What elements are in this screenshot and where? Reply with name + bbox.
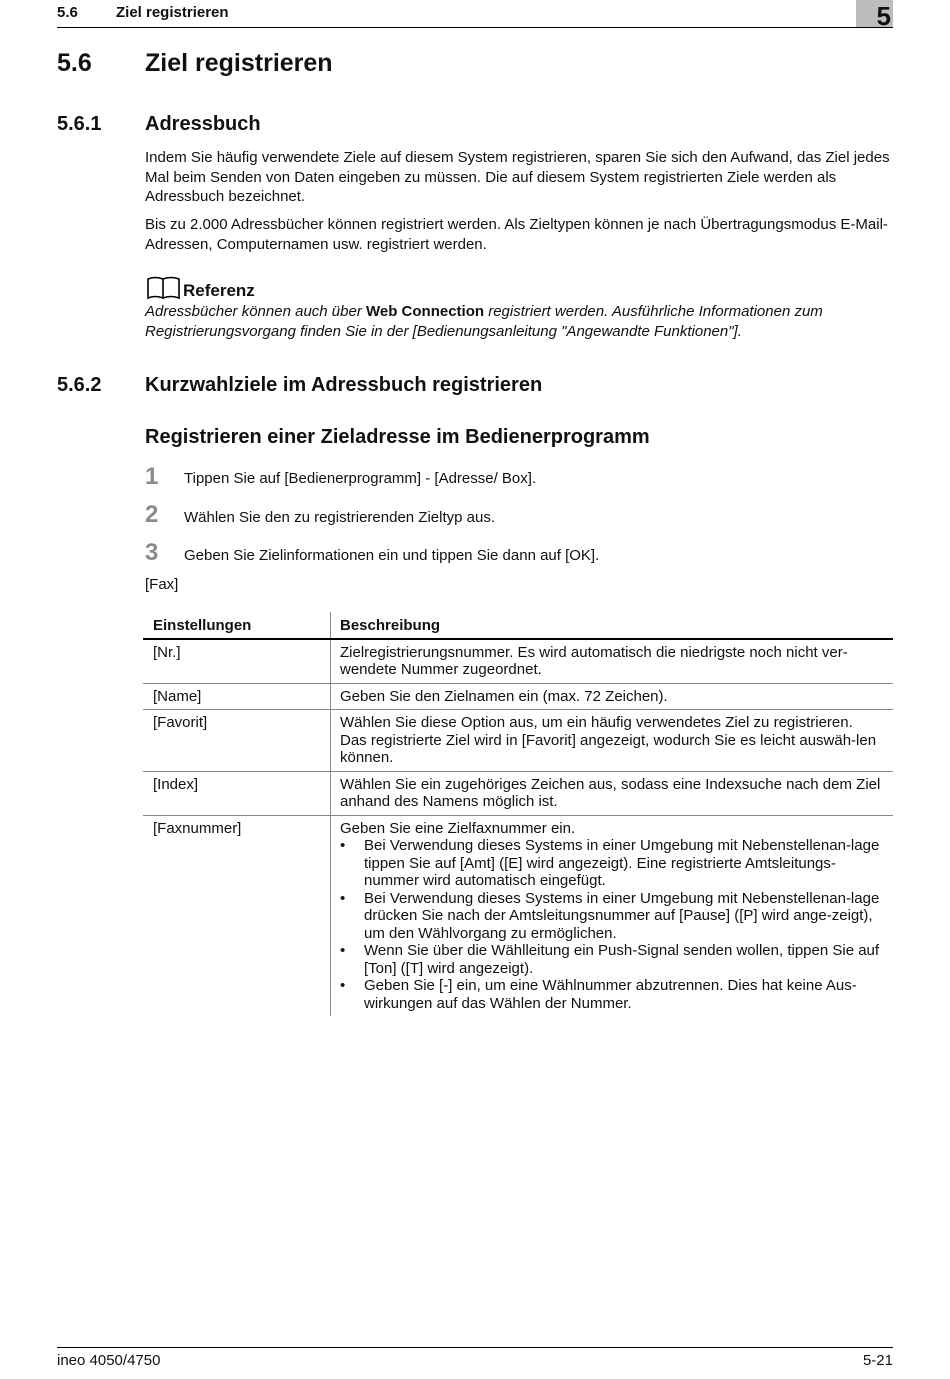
description-intro: Geben Sie eine Zielfaxnummer ein. bbox=[340, 819, 576, 837]
chapter-number: 5 bbox=[876, 1, 891, 31]
description-cell: Zielregistrierungsnummer. Es wird automatisch die niedrigste noch nicht ver-wendete Nummer zugeordnet. bbox=[340, 643, 848, 678]
step-text: Geben Sie Zielinformationen ein und tippen Sie dann auf [OK]. bbox=[184, 547, 600, 564]
reference-text-b: registriert werden. Ausführliche Informationen zum Registrierungsvorgang finden Sie in der [Bedienungsanleitung "Angewandte Funktionen"]. bbox=[145, 303, 823, 340]
section-number: 5.6 bbox=[57, 49, 92, 77]
table-row bbox=[143, 640, 893, 684]
bullet-list bbox=[340, 837, 881, 1012]
table-row bbox=[143, 684, 893, 711]
subsection-title: Adressbuch bbox=[145, 113, 261, 135]
fax-label: [Fax] bbox=[145, 576, 179, 593]
setting-cell: [Faxnummer] bbox=[153, 819, 242, 837]
description-cell: Wählen Sie diese Option aus, um ein häufig verwendetes Ziel zu registrieren. Das registrierte Ziel wird in [Favorit] angezeigt, wodurch Sie es leicht auswäh-len können. bbox=[340, 714, 877, 766]
header-rule bbox=[57, 27, 893, 28]
description-cell: Geben Sie den Zielnamen ein (max. 72 Zeichen). bbox=[340, 687, 668, 705]
bullet-item: • Wenn Sie über die Wählleitung ein Push-Signal senden wollen, tippen Sie auf [Ton] ([T] wird angezeigt). bbox=[340, 942, 881, 977]
setting-cell: [Favorit] bbox=[153, 714, 208, 731]
description-cell bbox=[340, 816, 893, 1017]
section-title: Ziel registrieren bbox=[145, 49, 333, 77]
book-icon bbox=[146, 276, 182, 300]
subsection-number-2: 5.6.2 bbox=[57, 374, 102, 396]
step-number: 1 bbox=[145, 463, 159, 490]
table-header-description: Beschreibung bbox=[340, 617, 441, 634]
chapter-tab bbox=[856, 0, 893, 31]
reference-text-a: Adressbücher können auch über bbox=[145, 303, 366, 320]
header-section-number: 5.6 bbox=[57, 4, 78, 21]
web-connection-term: Web Connection bbox=[365, 303, 485, 320]
subsection-number: 5.6.1 bbox=[57, 113, 102, 135]
step-number: 3 bbox=[145, 539, 159, 566]
bullet-item: • Geben Sie [-] ein, um eine Wählnummer abzutrennen. Dies hat keine Aus-wirkungen auf das Wählen der Nummer. bbox=[340, 977, 881, 1012]
bullet-item: • Bei Verwendung dieses Systems in einer Umgebung mit Nebenstellenan-lage tippen Sie auf [Amt] ([E] wird angezeigt). Eine registrierte Amtsleitungs-nummer wird automatisch eingefügt. bbox=[340, 837, 881, 890]
footer-page-number: 5-21 bbox=[862, 1352, 893, 1369]
paragraph-capacity: Bis zu 2.000 Adressbücher können registriert werden. Als Zieltypen können je nach Übertragungsmodus E-Mail-Adressen, Computernamen usw. registriert werden. bbox=[145, 216, 888, 253]
subsection-title-2: Kurzwahlziele im Adressbuch registrieren bbox=[145, 374, 543, 396]
reference-text bbox=[145, 302, 890, 341]
header-section-title: Ziel registrieren bbox=[116, 4, 229, 21]
step-number: 2 bbox=[145, 501, 159, 528]
setting-cell: [Name] bbox=[153, 687, 202, 705]
reference-label: Referenz bbox=[183, 281, 255, 300]
settings-table bbox=[143, 612, 893, 1016]
table-header-row bbox=[143, 612, 893, 640]
table-row bbox=[143, 710, 893, 772]
table-header-settings: Einstellungen bbox=[153, 617, 252, 634]
step-text: Tippen Sie auf [Bedienerprogramm] - [Adresse/ Box]. bbox=[184, 470, 537, 487]
setting-cell: [Index] bbox=[153, 775, 199, 793]
paragraph-intro: Indem Sie häufig verwendete Ziele auf diesem System registrieren, sparen Sie sich den Aufwand, das Ziel jedes Mal beim Senden von Daten eingeben zu müssen. Die auf diesem System registrierten Ziele werden als Adressbuch bezeichnet. bbox=[145, 149, 890, 205]
step-text: Wählen Sie den zu registrierenden Zieltyp aus. bbox=[184, 509, 496, 526]
footer-model: ineo 4050/4750 bbox=[57, 1352, 161, 1369]
procedure-heading: Registrieren einer Zieladresse im Bedienerprogramm bbox=[145, 426, 650, 448]
bullet-item: • Bei Verwendung dieses Systems in einer Umgebung mit Nebenstellenan-lage drücken Sie nach der Amtsleitungsnummer auf [Pause] ([P] wird ange-zeigt), um den Wählvorgang zu ermöglichen. bbox=[340, 890, 881, 943]
setting-cell: [Nr.] bbox=[153, 643, 181, 661]
table-row bbox=[143, 772, 893, 816]
table-row bbox=[143, 816, 893, 1017]
footer-rule bbox=[57, 1347, 893, 1348]
description-cell: Wählen Sie ein zugehöriges Zeichen aus, sodass eine Indexsuche nach dem Ziel anhand des Namens möglich ist. bbox=[340, 775, 881, 810]
